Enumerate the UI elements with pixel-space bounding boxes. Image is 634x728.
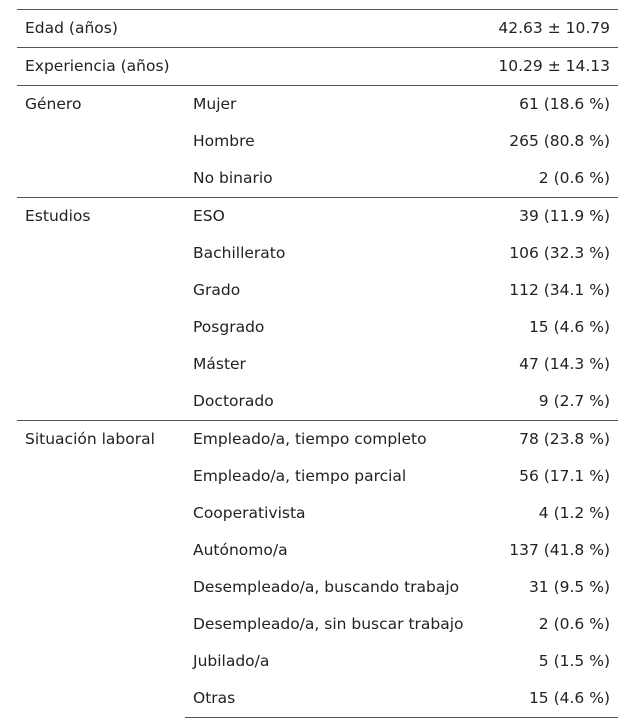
row-value: 78 (23.8 %): [471, 421, 618, 459]
row-value: 31 (9.5 %): [528, 577, 610, 596]
row-label: Edad (años): [17, 10, 185, 48]
row-value: 42.63 ± 10.79: [471, 10, 618, 48]
category-education: Estudios: [17, 198, 185, 421]
row-label: Cooperativista: [193, 503, 306, 522]
row-value: 15 (4.6 %): [528, 317, 610, 336]
row-label: Empleado/a, tiempo parcial: [193, 466, 407, 485]
row-value: 137 (41.8 %): [509, 540, 610, 559]
row-label: ESO: [185, 198, 471, 236]
row-sublabel-empty: [185, 10, 471, 48]
row-value: 47 (14.3 %): [519, 354, 610, 373]
row-value: 56 (17.1 %): [519, 466, 610, 485]
table-row-age: [17, 10, 618, 48]
row-value: 4 (1.2 %): [538, 503, 610, 522]
table-row: [17, 198, 618, 236]
row-label: Máster: [193, 354, 246, 373]
row-label: No binario: [193, 168, 273, 187]
row-label: Autónomo/a: [193, 540, 288, 559]
row-value: 112 (34.1 %): [509, 280, 610, 299]
demographics-table: [17, 9, 618, 718]
category-employment: Situación laboral: [17, 421, 185, 718]
row-label: Empleado/a, tiempo completo: [185, 421, 471, 459]
row-label: Grado: [193, 280, 241, 299]
row-label: Doctorado: [193, 391, 274, 410]
row-label: Posgrado: [193, 317, 265, 336]
row-value: 39 (11.9 %): [471, 198, 618, 236]
table-row: [17, 86, 618, 124]
row-value: 265 (80.8 %): [509, 131, 610, 150]
row-label: Bachillerato: [193, 243, 286, 262]
row-sublabel-empty: [185, 48, 471, 86]
row-label: Experiencia (años): [17, 48, 185, 86]
row-value: 2 (0.6 %): [538, 168, 610, 187]
row-value: 61 (18.6 %): [471, 86, 618, 124]
table-row: [17, 421, 618, 459]
row-value: 9 (2.7 %): [538, 391, 610, 410]
row-value: 10.29 ± 14.13: [471, 48, 618, 86]
category-gender: Género: [17, 86, 185, 198]
row-value: 106 (32.3 %): [509, 243, 610, 262]
row-label: Desempleado/a, buscando trabajo: [193, 577, 460, 596]
row-value: 15 (4.6 %): [471, 680, 618, 718]
row-value: 5 (1.5 %): [538, 651, 610, 670]
row-label: Hombre: [193, 131, 255, 150]
row-label: Mujer: [185, 86, 471, 124]
table-row-experience: [17, 48, 618, 86]
row-label: Jubilado/a: [193, 651, 270, 670]
row-label: Otras: [185, 680, 471, 718]
row-value: 2 (0.6 %): [538, 614, 610, 633]
row-label: Desempleado/a, sin buscar trabajo: [193, 614, 464, 633]
